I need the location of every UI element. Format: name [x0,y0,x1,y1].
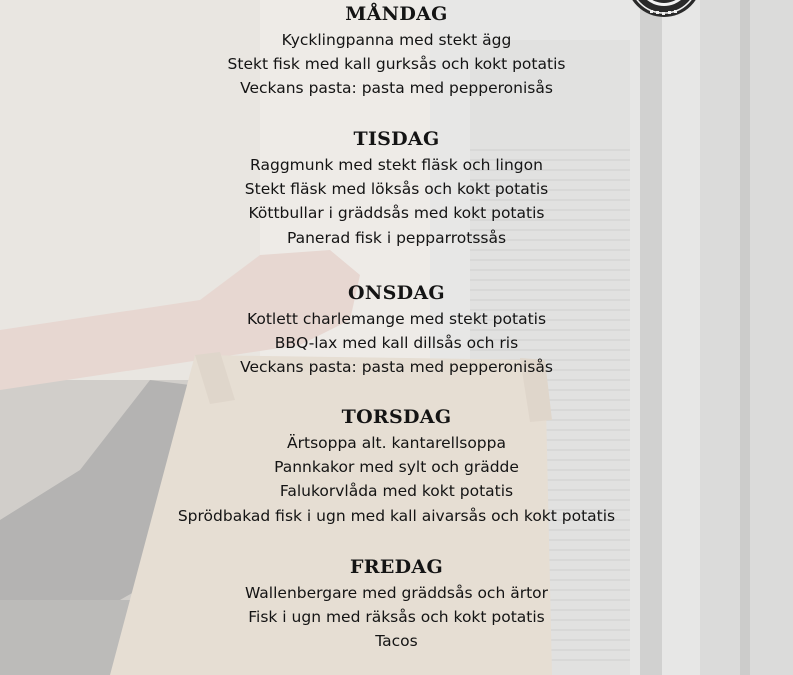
day-title: TORSDAG [341,406,452,428]
dish-item: Ärtsoppa alt. kantarellsoppa [287,434,506,452]
dish-item: Pannkakor med sylt och grädde [274,458,519,477]
day-wednesday [0,281,793,380]
dish-item: Kycklingpanna med stekt ägg [281,31,512,49]
dish-item: Falukorvlåda med kokt potatis [279,482,514,501]
dish-item: Wallenbergare med gräddsås och ärtor [244,584,549,602]
dish-item: Veckans pasta: pasta med pepperonisås [240,79,553,98]
dish-item: Sprödbakad fisk i ugn med kall aivarsås och kokt potatis [177,506,616,525]
dish-item: BBQ-lax med kall dillsås och ris [274,334,519,353]
day-thursday [0,405,793,528]
day-friday [0,555,793,654]
day-title: MÅNDAG [345,3,448,25]
dish-item: Raggmunk med stekt fläsk och lingon [250,156,543,174]
dish-item: Stekt fisk med kall gurksås och kokt potatis [227,55,566,74]
day-title: ONSDAG [348,282,445,304]
dish-item: Tacos [375,632,418,651]
day-tuesday [0,127,793,250]
dish-item: Kotlett charlemange med stekt potatis [246,310,547,328]
dish-item: Fisk i ugn med räksås och kokt potatis [248,608,545,627]
day-monday [0,2,793,101]
dish-item: Stekt fläsk med löksås och kokt potatis [244,180,549,199]
dish-item: Veckans pasta: pasta med pepperonisås [240,358,553,377]
dish-item: Panerad fisk i pepparrotssås [286,228,507,247]
day-title: FREDAG [349,556,443,578]
day-title: TISDAG [353,128,440,150]
dish-item: Köttbullar i gräddsås med kokt potatis [248,204,545,223]
